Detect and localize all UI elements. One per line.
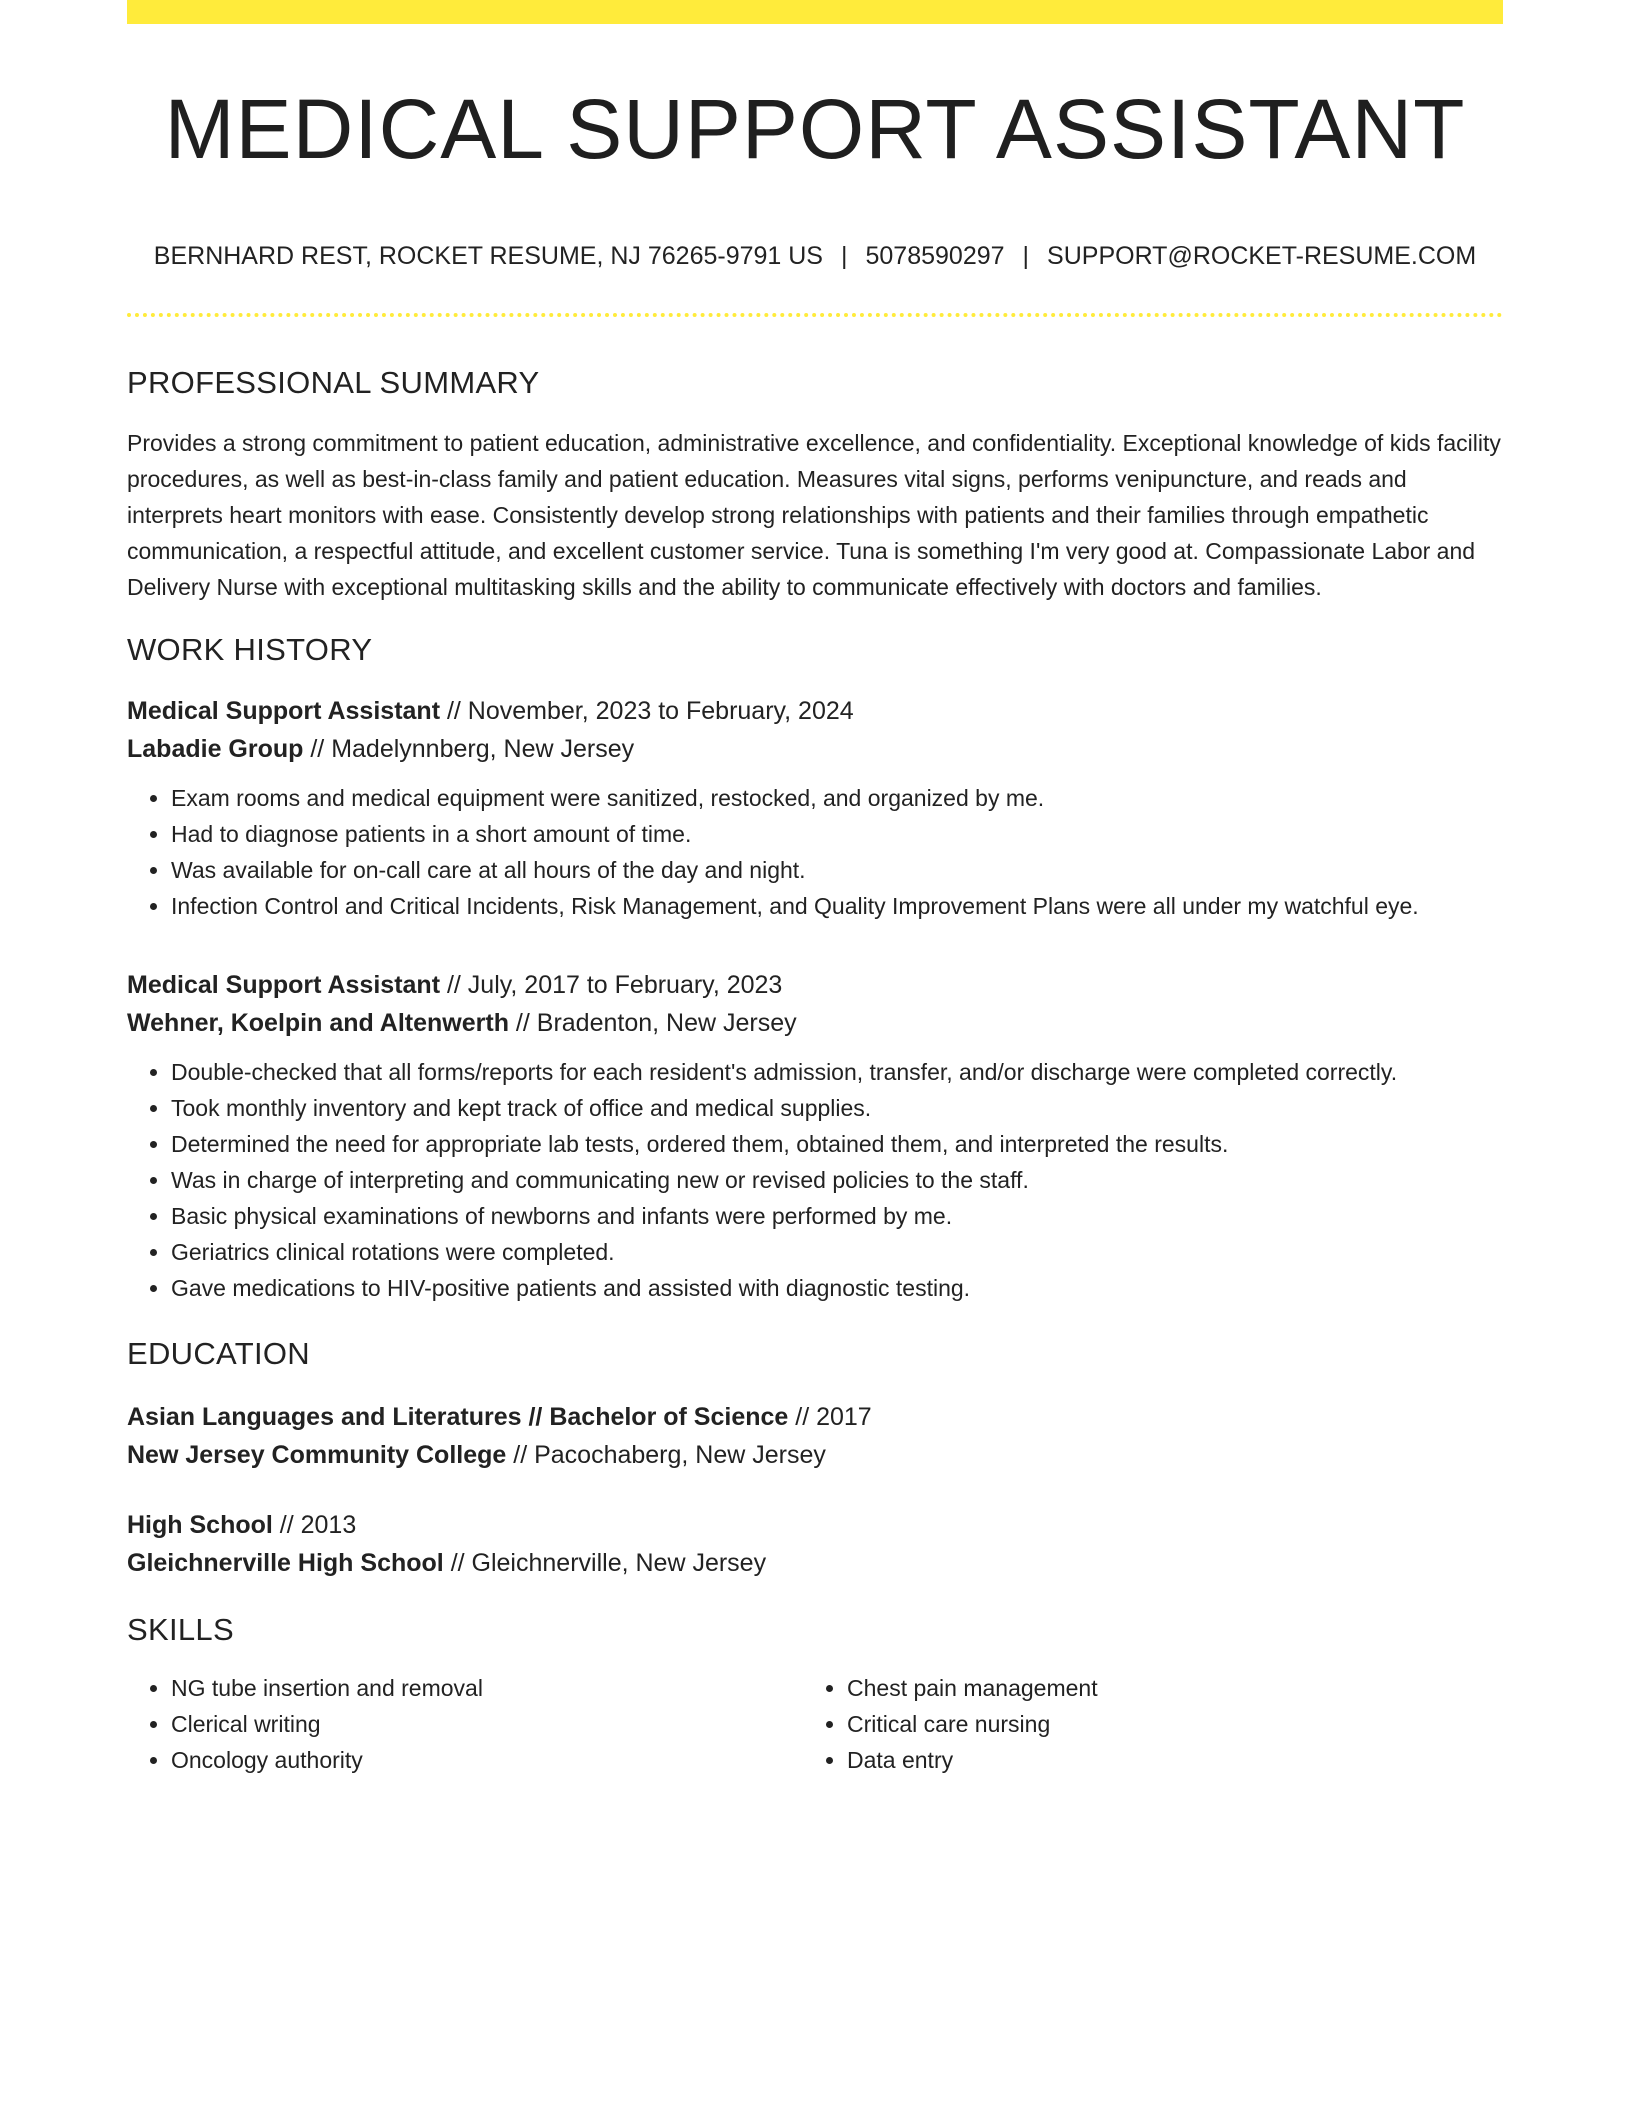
- skill-item: • Data entry: [847, 1742, 1479, 1778]
- skills-list: [803, 1670, 1479, 1778]
- job-company: Labadie Group: [127, 735, 304, 763]
- education-school: Gleichnerville High School: [127, 1549, 444, 1577]
- list-item: • Was available for on-call care at all hours of the day and night.: [171, 852, 1503, 888]
- contact-address: BERNHARD REST, ROCKET RESUME, NJ 76265-9791 US: [153, 242, 823, 270]
- job-title: Medical Support Assistant: [127, 971, 441, 999]
- skill-item: • Chest pain management: [847, 1670, 1479, 1706]
- section-heading-education: EDUCATION: [127, 1336, 310, 1371]
- skill-item: • Oncology authority: [171, 1742, 803, 1778]
- job-bullet-list: [127, 1054, 1503, 1306]
- education-year: // 2017: [788, 1403, 872, 1431]
- skill-item: • NG tube insertion and removal: [171, 1670, 803, 1706]
- education-school-line: [127, 1436, 1503, 1474]
- section-heading-summary: PROFESSIONAL SUMMARY: [127, 365, 540, 400]
- education-location: // Gleichnerville, New Jersey: [443, 1549, 767, 1577]
- list-item: • Geriatrics clinical rotations were completed.: [171, 1234, 1503, 1270]
- education-location: // Pacochaberg, New Jersey: [506, 1441, 826, 1469]
- job-title: Medical Support Assistant: [127, 697, 441, 725]
- job-title-line: [127, 692, 1503, 730]
- list-item: • Basic physical examinations of newborns and infants were performed by me.: [171, 1198, 1503, 1234]
- job-dates: // July, 2017 to February, 2023: [440, 971, 783, 999]
- job-location: // Bradenton, New Jersey: [508, 1009, 797, 1037]
- list-item: • Gave medications to HIV-positive patients and assisted with diagnostic testing.: [171, 1270, 1503, 1306]
- list-item: • Determined the need for appropriate lab tests, ordered them, obtained them, and interpreted the results.: [171, 1126, 1503, 1162]
- contact-email[interactable]: SUPPORT@ROCKET-RESUME.COM: [1047, 242, 1477, 270]
- education-entry: [127, 1398, 1503, 1474]
- list-item: • Double-checked that all forms/reports for each resident's admission, transfer, and/or discharge were completed correctly.: [171, 1054, 1503, 1090]
- job-entry: [127, 692, 1503, 924]
- list-item: • Exam rooms and medical equipment were sanitized, restocked, and organized by me.: [171, 780, 1503, 816]
- contact-line: [127, 240, 1503, 272]
- job-location: // Madelynnberg, New Jersey: [303, 735, 635, 763]
- skills-grid: [127, 1670, 1503, 1778]
- resume-page: [127, 0, 1503, 1778]
- contact-phone: 5078590297: [865, 242, 1005, 270]
- list-item: • Had to diagnose patients in a short amount of time.: [171, 816, 1503, 852]
- job-company-line: [127, 730, 1503, 768]
- accent-top-bar: [127, 0, 1503, 24]
- list-item: • Took monthly inventory and kept track of office and medical supplies.: [171, 1090, 1503, 1126]
- dotted-divider: [127, 313, 1503, 317]
- skill-item: • Clerical writing: [171, 1706, 803, 1742]
- education-degree-line: [127, 1506, 1503, 1544]
- skills-list: [127, 1670, 803, 1778]
- job-entry: [127, 966, 1503, 1306]
- education-school: New Jersey Community College: [127, 1441, 507, 1469]
- education-year: // 2013: [272, 1511, 357, 1539]
- summary-paragraph: Provides a strong commitment to patient education, administrative excellence, and confidentiality. Exceptional knowledge of kids facility procedures, as well as best-in-class family and patient education. Measures vital signs, performs venipuncture, and reads and interprets heart monitors with ease. Consistently develop strong relationships with patients and their families through empathetic communication, a respectful attitude, and excellent customer service. Tuna is something I'm very good at. Compassionate Labor and Delivery Nurse with exceptional multitasking skills and the ability to communicate effectively with doctors and families.: [127, 430, 1501, 600]
- job-company-line: [127, 1004, 1503, 1042]
- education-degree: High School: [127, 1511, 273, 1539]
- job-title-line: [127, 966, 1503, 1004]
- skills-column-left: [127, 1670, 803, 1778]
- job-bullet-list: [127, 780, 1503, 924]
- section-heading-skills: SKILLS: [127, 1612, 234, 1647]
- job-company: Wehner, Koelpin and Altenwerth: [127, 1009, 509, 1037]
- list-item: • Was in charge of interpreting and communicating new or revised policies to the staff.: [171, 1162, 1503, 1198]
- education-degree-line: [127, 1398, 1503, 1436]
- education-degree: Asian Languages and Literatures // Bachelor of Science: [127, 1403, 789, 1431]
- skill-item: • Critical care nursing: [847, 1706, 1479, 1742]
- resume-title: MEDICAL SUPPORT ASSISTANT: [164, 82, 1466, 176]
- skills-column-right: [803, 1670, 1479, 1778]
- list-item: • Infection Control and Critical Incidents, Risk Management, and Quality Improvement Plans were all under my watchful eye.: [171, 888, 1503, 924]
- education-school-line: [127, 1544, 1503, 1582]
- contact-separator: |: [1022, 242, 1030, 270]
- contact-separator: |: [841, 242, 848, 270]
- job-dates: // November, 2023 to February, 2024: [440, 697, 854, 725]
- section-heading-work-history: WORK HISTORY: [127, 632, 373, 667]
- education-entry: [127, 1506, 1503, 1582]
